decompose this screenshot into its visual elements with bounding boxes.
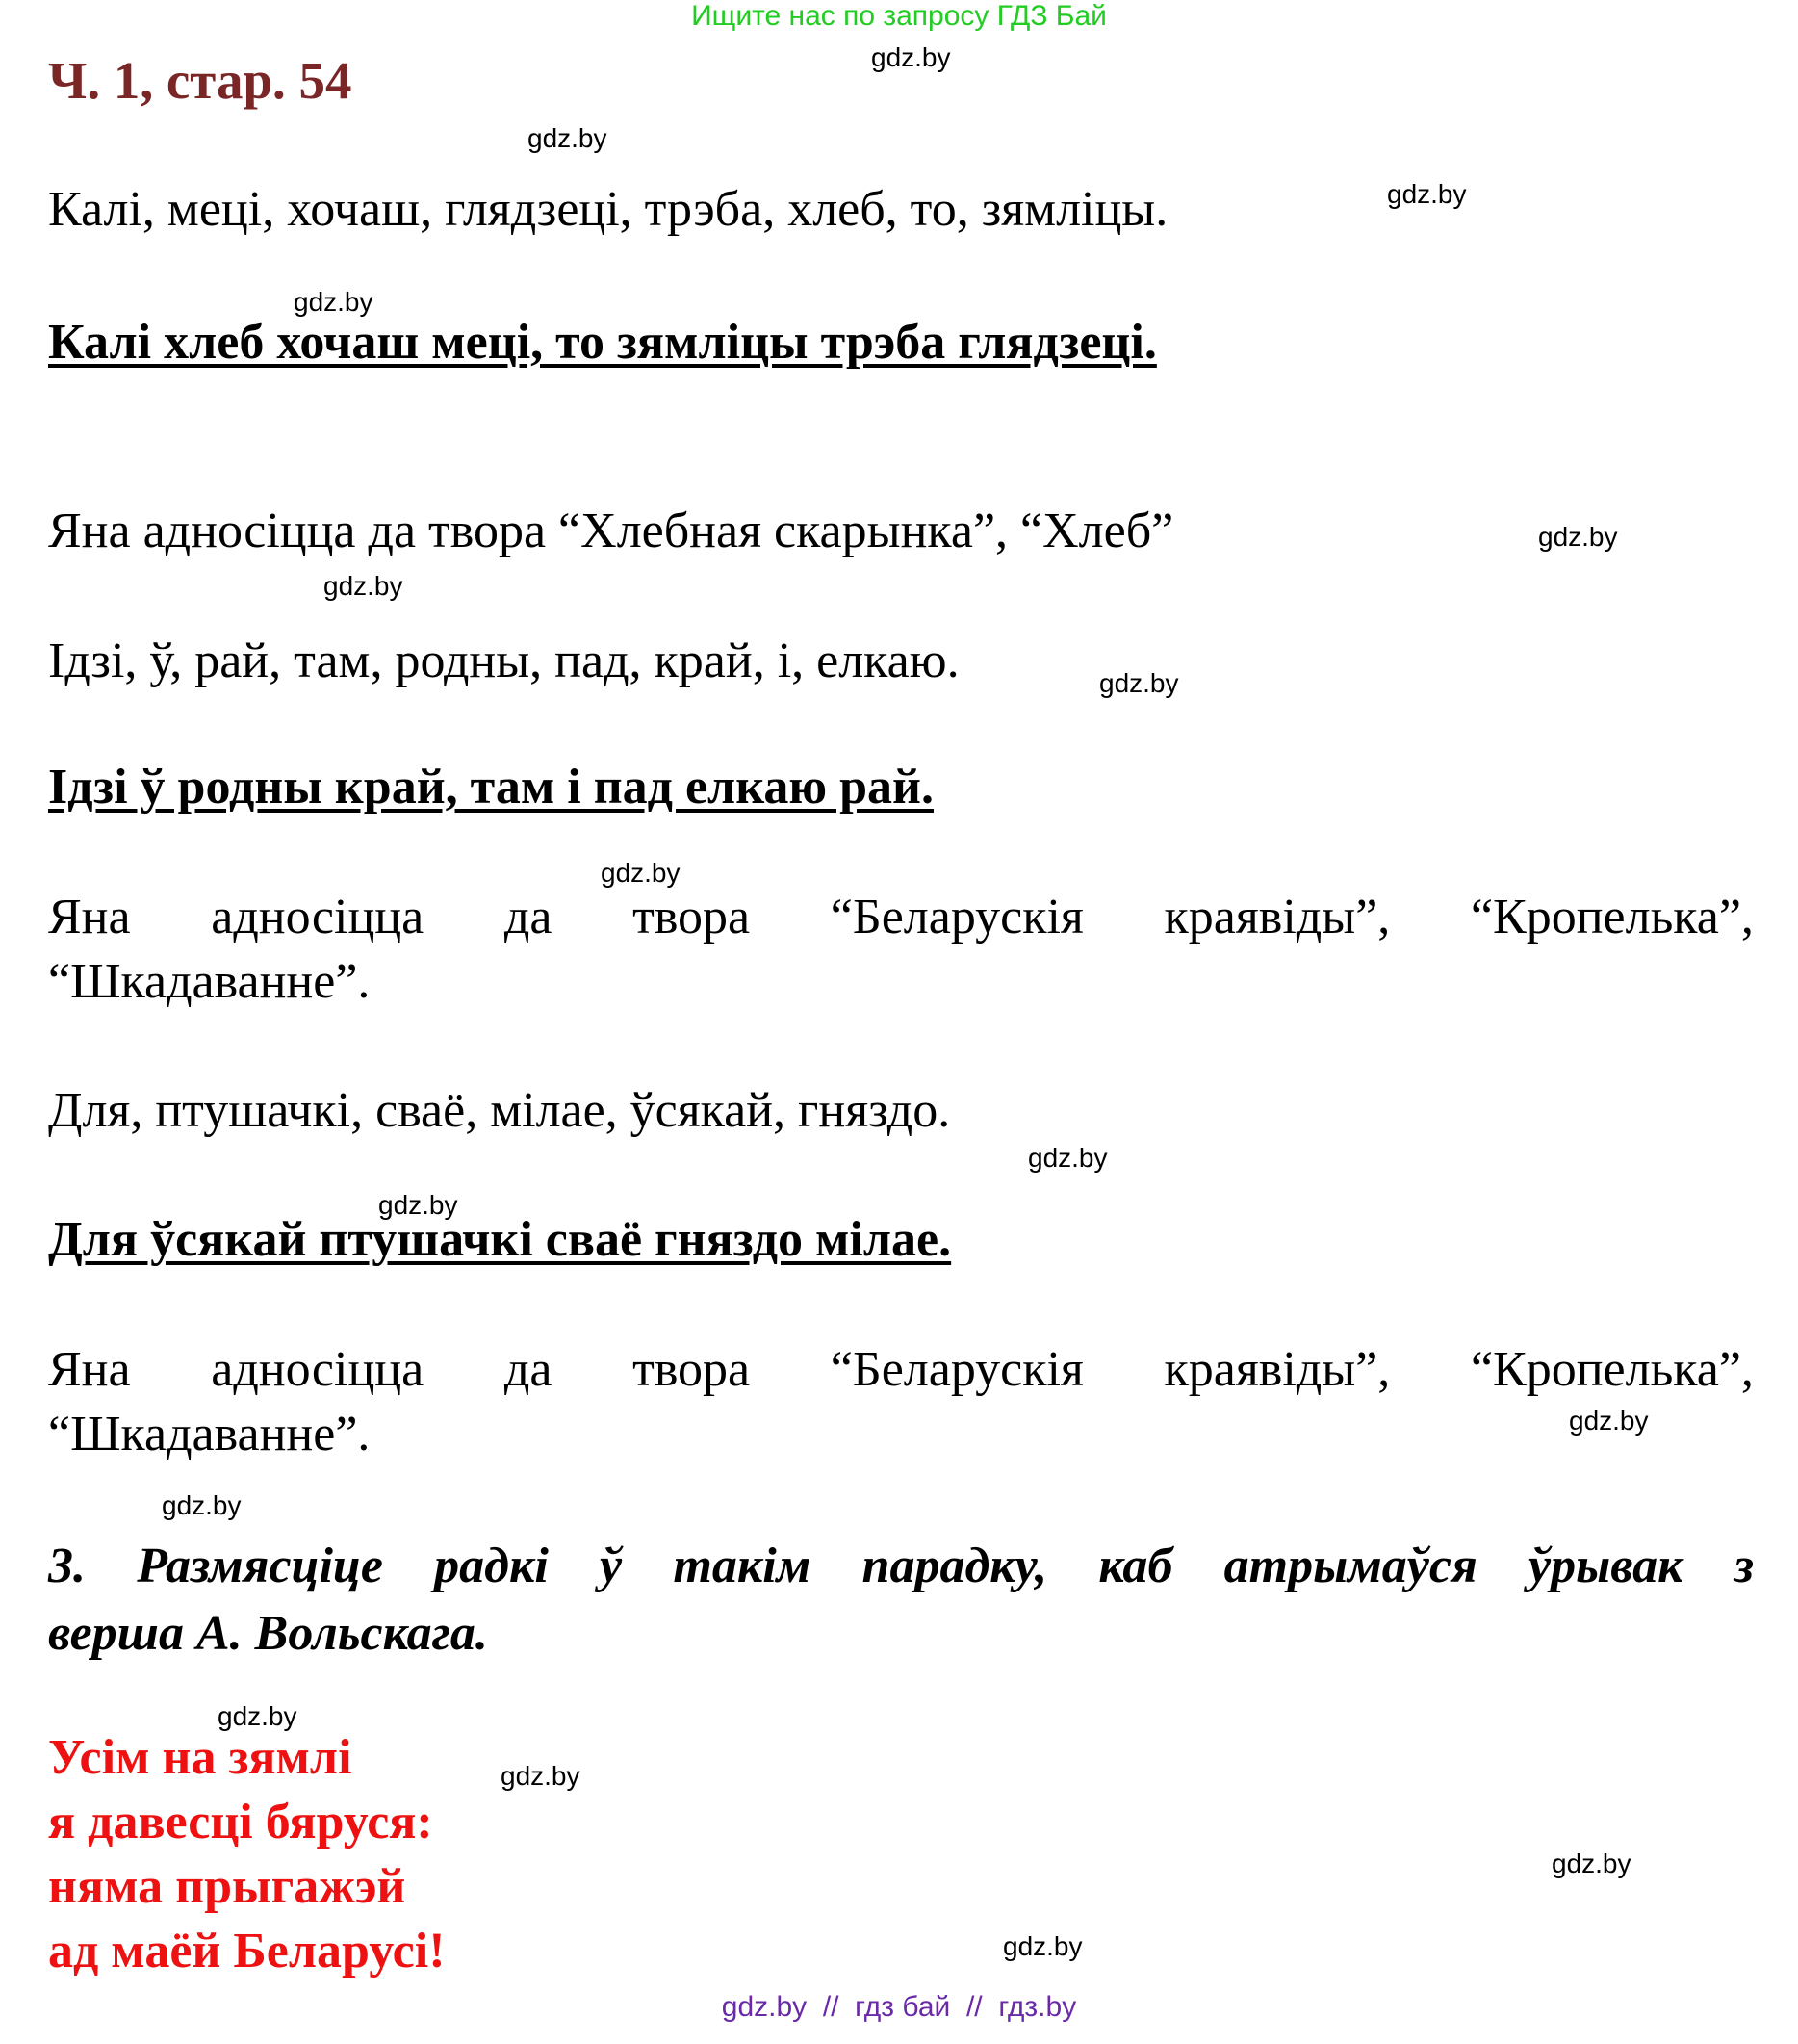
word: парадку, bbox=[861, 1539, 1048, 1593]
word: адносіцца bbox=[211, 1342, 424, 1397]
task-row bbox=[48, 1533, 1754, 1600]
proverb-answer: Калі хлеб хочаш меці, то зямліцы трэба глядзеці. bbox=[48, 315, 1157, 370]
word: твора bbox=[632, 1342, 751, 1397]
watermark: gdz.by bbox=[323, 571, 403, 601]
poem-line: няма прыгажэй bbox=[48, 1859, 406, 1914]
watermark: gdz.by bbox=[1569, 1406, 1649, 1436]
relates-text-continuation: “Шкадаванне”. bbox=[48, 954, 371, 1009]
watermark: gdz.by bbox=[501, 1761, 580, 1791]
relates-text-continuation: “Шкадаванне”. bbox=[48, 1407, 371, 1462]
word: Размясціце bbox=[137, 1539, 383, 1593]
footer-links: gdz.by // гдз бай // гдз.by bbox=[721, 1991, 1077, 2023]
word: з bbox=[1734, 1539, 1754, 1593]
page-heading: Ч. 1, стар. 54 bbox=[48, 51, 352, 110]
poem-line: ад маёй Беларусі! bbox=[48, 1924, 446, 1979]
word-list: Ідзі, ў, рай, там, родны, пад, край, і, елкаю. bbox=[48, 634, 960, 688]
word: “Кропелька”, bbox=[1470, 890, 1754, 944]
poem bbox=[48, 1725, 446, 1983]
word: “Беларускія bbox=[830, 1342, 1084, 1397]
watermark: gdz.by bbox=[1538, 522, 1618, 552]
proverb-answer: Ідзі ў родны край, там і пад елкаю рай. bbox=[48, 760, 935, 815]
word: 3. bbox=[48, 1539, 86, 1593]
watermark: gdz.by bbox=[294, 287, 373, 317]
relates-text: Яна адносіцца да твора “Хлебная скарынка”, “Хлеб” bbox=[48, 504, 1174, 558]
watermark: gdz.by bbox=[527, 123, 607, 153]
word: краявіды”, bbox=[1164, 1342, 1391, 1397]
word-list: Для, птушачкі, сваё, мілае, ўсякай, гняздо. bbox=[48, 1083, 951, 1138]
top-banner: Ищите нас по запросу ГДЗ Бай bbox=[691, 0, 1107, 32]
relates-text bbox=[48, 889, 1754, 945]
watermark: gdz.by bbox=[1552, 1849, 1631, 1878]
watermark: gdz.by bbox=[1387, 179, 1467, 209]
word: такім bbox=[673, 1539, 811, 1593]
word: адносіцца bbox=[211, 890, 424, 944]
watermark: gdz.by bbox=[162, 1490, 242, 1520]
word: да bbox=[503, 1342, 552, 1397]
word: краявіды”, bbox=[1164, 890, 1391, 944]
word: Яна bbox=[48, 890, 131, 944]
watermark: gdz.by bbox=[1028, 1143, 1108, 1173]
task-statement bbox=[48, 1533, 1754, 1668]
word: атрымаўся bbox=[1223, 1539, 1477, 1593]
watermark: gdz.by bbox=[871, 42, 951, 72]
word: твора bbox=[632, 890, 751, 944]
word: радкі bbox=[434, 1539, 549, 1593]
watermark: gdz.by bbox=[218, 1701, 297, 1731]
word: каб bbox=[1098, 1539, 1173, 1593]
watermark: gdz.by bbox=[1003, 1931, 1083, 1961]
poem-line: Усім на зямлі bbox=[48, 1730, 352, 1785]
word: Яна bbox=[48, 1342, 131, 1397]
poem-line: я давесці бяруся: bbox=[48, 1795, 433, 1850]
watermark: gdz.by bbox=[601, 858, 681, 888]
watermark: gdz.by bbox=[378, 1190, 458, 1220]
relates-text bbox=[48, 1341, 1754, 1398]
word: да bbox=[503, 890, 552, 944]
word-list: Калі, меці, хочаш, глядзеці, трэба, хлеб, то, зямліцы. bbox=[48, 182, 1169, 237]
proverb-answer: Для ўсякай птушачкі сваё гняздо мілае. bbox=[48, 1212, 952, 1267]
task-row-continuation: верша А. Вольскага. bbox=[48, 1606, 488, 1661]
word: ўрывак bbox=[1528, 1539, 1683, 1593]
word: “Кропелька”, bbox=[1470, 1342, 1754, 1397]
watermark: gdz.by bbox=[1099, 668, 1179, 698]
word: “Беларускія bbox=[830, 890, 1084, 944]
word: ў bbox=[600, 1539, 623, 1593]
